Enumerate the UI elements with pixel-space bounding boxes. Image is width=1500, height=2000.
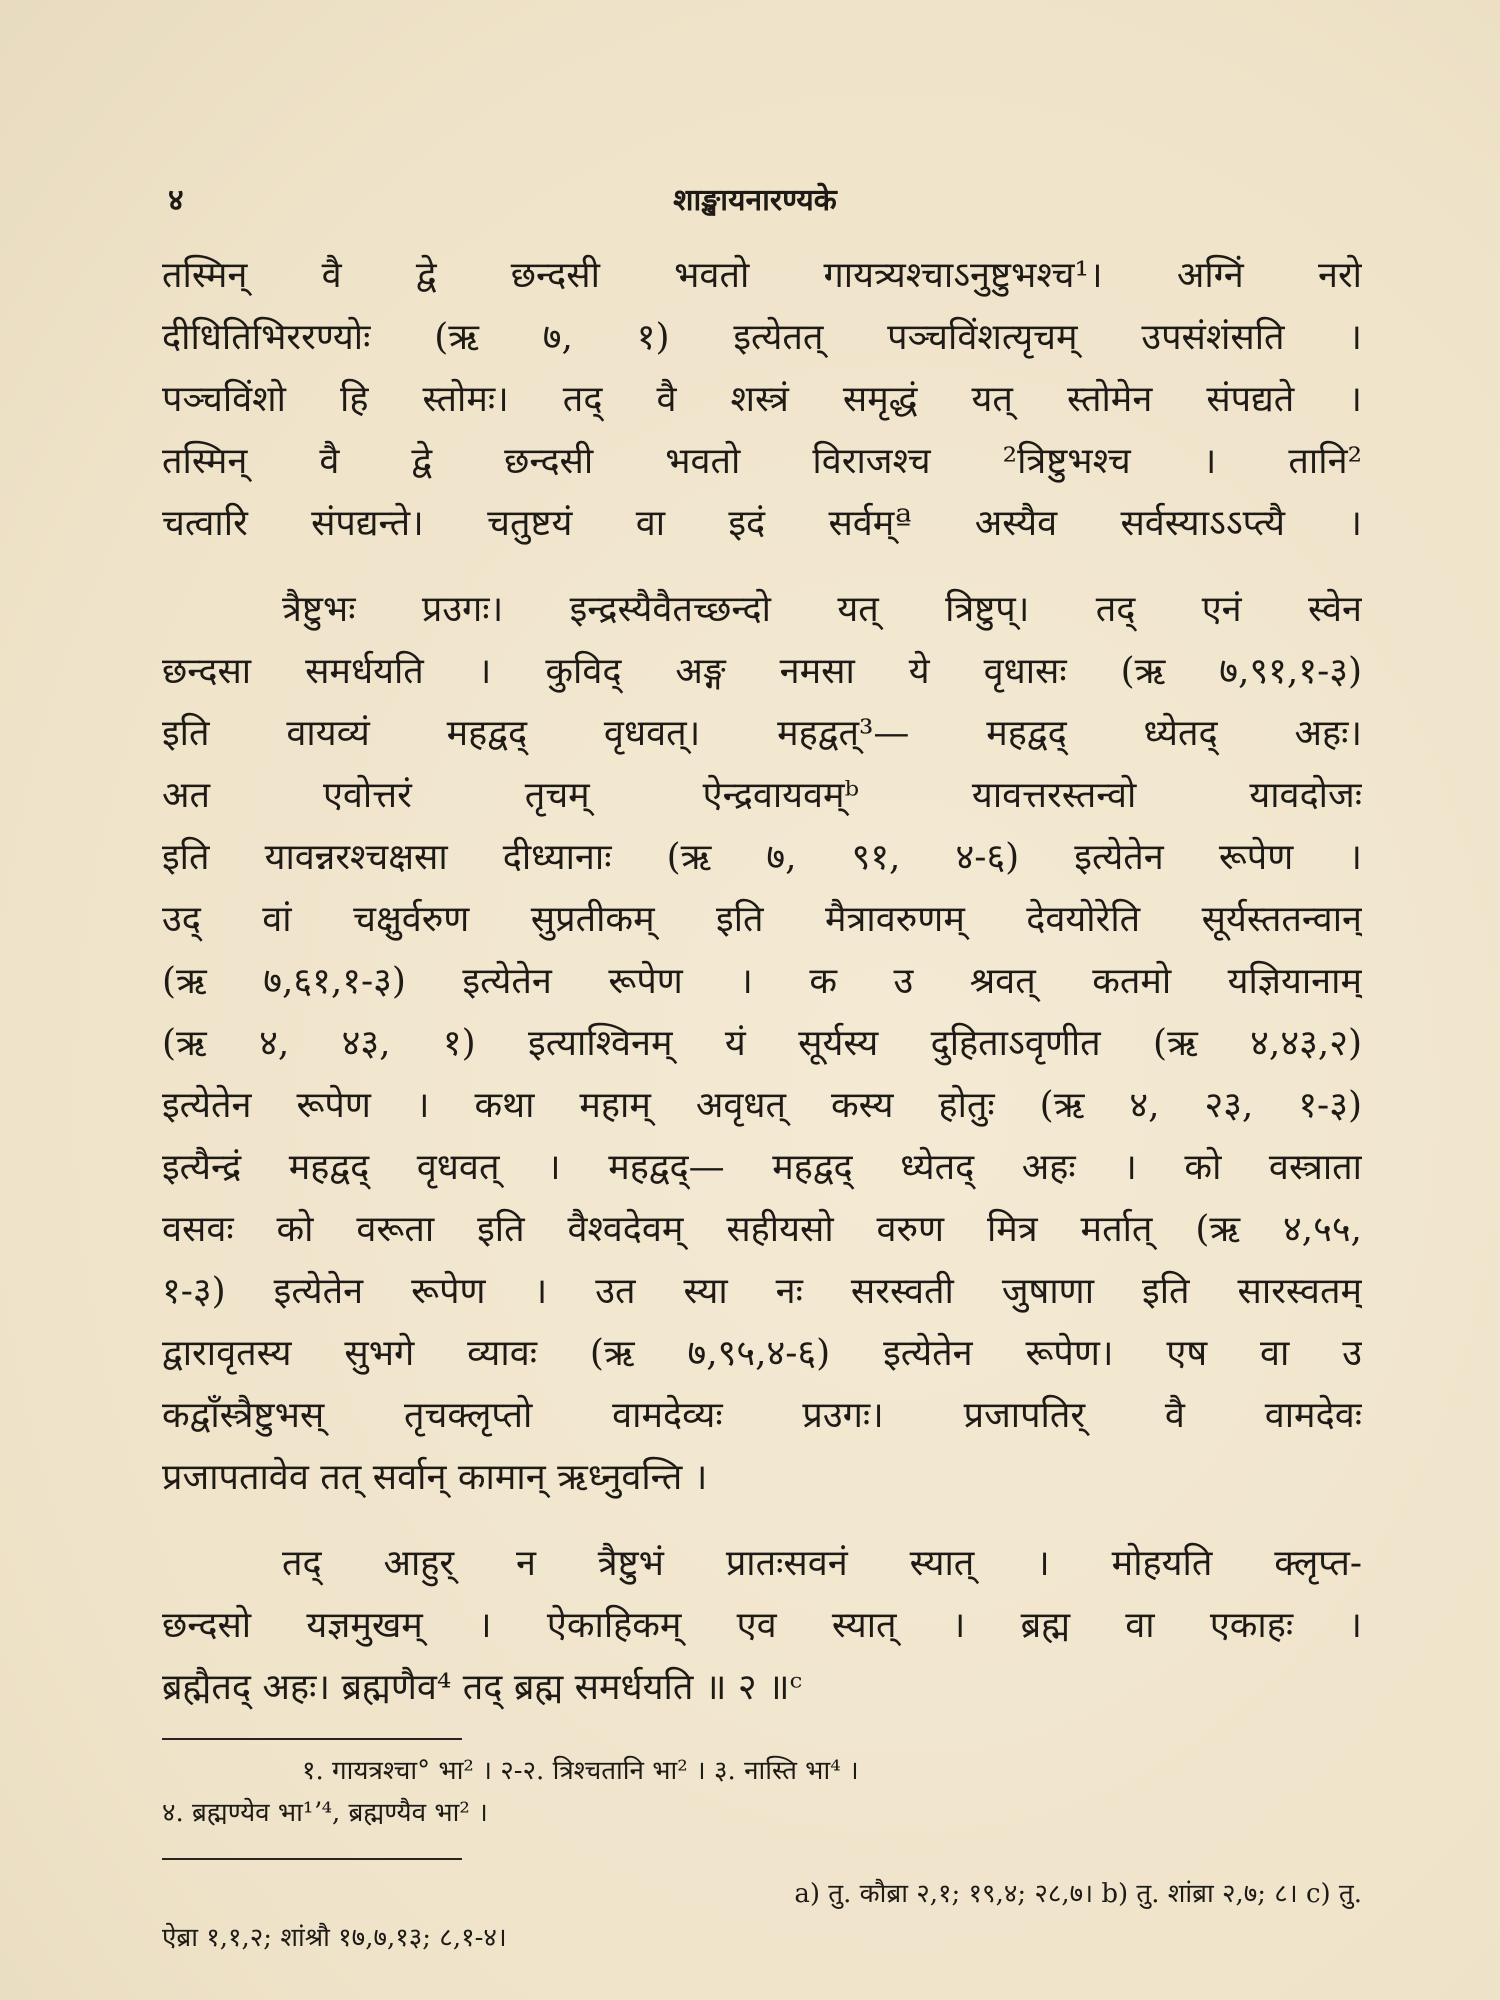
page-number: ४	[168, 183, 184, 218]
footnote-line: १. गायत्रश्चा° भा² । २-२. त्रिश्चतानि भा² । ३. नास्ति भा⁴ ।	[302, 1756, 859, 1786]
text-line: इत्यैन्द्रं महद्वद् वृधवत् । महद्वद्— महद्वद् ध्येतद् अहः । को वस्त्राता	[162, 1147, 1362, 1188]
main-text	[162, 245, 1362, 1719]
text-line: अत एवोत्तरं तृचम् ऐन्द्रवायवम्ᵇ यावत्तरस्तन्वो यावदोजः	[162, 775, 1362, 816]
text-line: द्वारावृतस्य सुभगे व्यावः (ऋ ७,९५,४-६) इत्येतेन रूपेण। एष वा उ	[162, 1333, 1362, 1374]
text-line: ब्रह्मैतद् अहः। ब्रह्मणैव⁴ तद् ब्रह्म समर्धयति ॥ २ ॥ᶜ	[162, 1667, 803, 1708]
paragraph-2	[162, 579, 1362, 1509]
parallel-references	[162, 1858, 1362, 1960]
text-line: दीधितिभिररण्योः (ऋ ७, १) इत्येतत् पञ्चविंशत्यृचम् उपसंशंसति ।	[162, 317, 1362, 358]
editorial-footnotes	[162, 1738, 1362, 1834]
text-line: त्रैष्टुभः प्रउगः। इन्द्रस्यैवैतच्छन्दो यत् त्रिष्टुप्। तद् एनं स्वेन	[282, 589, 1362, 630]
footnote-line: ४. ब्रह्मण्येव भा¹ʼ⁴, ब्रह्मण्यैव भा² ।	[162, 1798, 488, 1828]
text-line: इत्येतेन रूपेण । कथा महाम् अवृधत् कस्य होतुः (ऋ ४, २३, १-३)	[162, 1085, 1362, 1126]
text-line: कद्वाँस्त्रैष्टुभस् तृचक्लृप्तो वामदेव्यः प्रउगः। प्रजापतिर् वै वामदेवः	[162, 1395, 1362, 1436]
text-line: (ऋ ७,६१,१-३) इत्येतेन रूपेण । क उ श्रवत् कतमो यज्ञियानाम्	[162, 961, 1362, 1002]
text-line: प्रजापतावेव तत् सर्वान् कामान् ऋध्नुवन्ति ।	[162, 1457, 708, 1498]
page-header	[160, 178, 1350, 228]
reference-line: ऐब्रा १,१,२; शांश्रौ १७,७,१३; ८,१-४।	[162, 1923, 507, 1953]
text-line: १-३) इत्येतेन रूपेण । उत स्या नः सरस्वती जुषाणा इति सारस्वतम्	[162, 1271, 1362, 1312]
text-line: पञ्चविंशो हि स्तोमः। तद् वै शस्त्रं समृद्धं यत् स्तोमेन संपद्यते ।	[162, 379, 1362, 420]
running-title: शाङ्खायनारण्यके	[673, 183, 837, 218]
reference-line: a) तु. कौब्रा २,१; १९,४; २८,७। b) तु. शांब्रा २,७; ८। c) तु.	[794, 1879, 1362, 1909]
text-line: (ऋ ४, ४३, १) इत्याश्विनम् यं सूर्यस्य दुहिताऽवृणीत (ऋ ४,४३,२)	[162, 1023, 1362, 1064]
paragraph-3	[162, 1533, 1362, 1719]
text-line: इति वायव्यं महद्वद् वृधवत्। महद्वत्³— महद्वद् ध्येतद् अहः।	[162, 713, 1362, 754]
text-line: इति यावन्नरश्चक्षसा दीध्यानाः (ऋ ७, ९१, ४-६) इत्येतेन रूपेण ।	[162, 837, 1362, 878]
text-line: छन्दसो यज्ञमुखम् । ऐकाहिकम् एव स्यात् । ब्रह्म वा एकाहः ।	[162, 1605, 1362, 1646]
text-line: चत्वारि संपद्यन्ते। चतुष्टयं वा इदं सर्वम्ª अस्यैव सर्वस्याऽऽप्त्यै ।	[162, 503, 1362, 544]
text-line: उद् वां चक्षुर्वरुण सुप्रतीकम् इति मैत्रावरुणम् देवयोरेति सूर्यस्ततन्वान्	[162, 899, 1362, 940]
text-line: छन्दसा समर्धयति । कुविद् अङ्ग नमसा ये वृधासः (ऋ ७,९१,१-३)	[162, 651, 1362, 692]
text-line: वसवः को वरूता इति वैश्वदेवम् सहीयसो वरुण मित्र मर्तात् (ऋ ४,५५,	[162, 1209, 1362, 1250]
paragraph-1	[162, 245, 1362, 555]
text-line: तद् आहुर् न त्रैष्टुभं प्रातःसवनं स्यात् । मोहयति क्लृप्त-	[282, 1543, 1362, 1584]
text-line: तस्मिन् वै द्वे छन्दसी भवतो गायत्र्यश्चाऽनुष्टुभश्च¹। अग्निं नरो	[162, 255, 1362, 296]
text-line: तस्मिन् वै द्वे छन्दसी भवतो विराजश्च ²त्रिष्टुभश्च । तानि²	[162, 441, 1362, 482]
